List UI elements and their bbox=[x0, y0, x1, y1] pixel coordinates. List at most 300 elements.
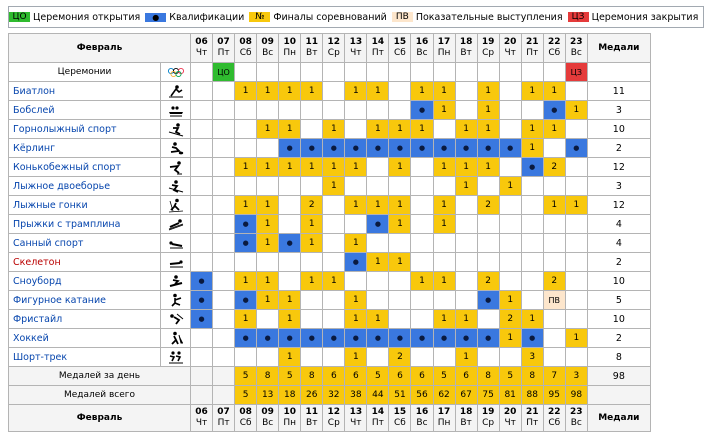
total-cell: 7 bbox=[543, 367, 565, 386]
schedule-cell bbox=[191, 215, 213, 234]
schedule-cell bbox=[411, 196, 433, 215]
schedule-cell bbox=[543, 139, 565, 158]
sport-link[interactable]: Фристайл bbox=[9, 310, 161, 329]
day-weekday: Чт bbox=[504, 48, 516, 58]
schedule-cell bbox=[499, 82, 521, 101]
footer-row bbox=[9, 405, 651, 432]
sport-link[interactable]: Кёрлинг bbox=[9, 139, 161, 158]
final-cell: 1 bbox=[235, 272, 257, 291]
final-cell: 1 bbox=[345, 196, 367, 215]
final-cell: 1 bbox=[323, 272, 345, 291]
ski-jumping-icon bbox=[161, 215, 191, 234]
day-weekday: Вт bbox=[306, 418, 318, 428]
sport-row bbox=[9, 215, 651, 234]
final-cell: 1 bbox=[323, 158, 345, 177]
day-weekday: Сб bbox=[548, 48, 561, 58]
schedule-cell bbox=[367, 63, 389, 82]
final-cell: 1 bbox=[345, 158, 367, 177]
sport-row bbox=[9, 139, 651, 158]
total-cell: 44 bbox=[367, 386, 389, 405]
schedule-cell bbox=[521, 63, 543, 82]
total-cell: 6 bbox=[389, 367, 411, 386]
final-cell: 1 bbox=[257, 82, 279, 101]
schedule-cell bbox=[367, 272, 389, 291]
schedule-cell bbox=[235, 120, 257, 139]
sport-link[interactable]: Конькобежный спорт bbox=[9, 158, 161, 177]
final-cell: 1 bbox=[521, 139, 543, 158]
final-cell: 1 bbox=[433, 158, 455, 177]
cross-country-icon bbox=[161, 196, 191, 215]
final-cell: 1 bbox=[565, 101, 587, 120]
bobsleigh-icon bbox=[161, 101, 191, 120]
qualification-cell: ● bbox=[367, 215, 389, 234]
sport-link[interactable]: Прыжки с трамплина bbox=[9, 215, 161, 234]
day-header bbox=[235, 34, 257, 63]
schedule-cell bbox=[345, 120, 367, 139]
schedule-cell bbox=[323, 82, 345, 101]
day-header bbox=[521, 34, 543, 63]
final-cell: 1 bbox=[235, 196, 257, 215]
qualification-cell: ● bbox=[235, 329, 257, 348]
schedule-cell bbox=[367, 291, 389, 310]
totals-label: Медалей за день bbox=[9, 367, 191, 386]
day-weekday: Чт bbox=[350, 48, 362, 58]
schedule-cell bbox=[345, 215, 367, 234]
total-cell: 26 bbox=[301, 386, 323, 405]
schedule-cell bbox=[455, 215, 477, 234]
day-weekday: Ср bbox=[327, 418, 340, 428]
day-number: 06 bbox=[195, 407, 208, 417]
schedule-cell bbox=[345, 101, 367, 120]
medal-count bbox=[587, 63, 650, 82]
schedule-cell bbox=[213, 291, 235, 310]
day-header bbox=[521, 405, 543, 432]
qualification-cell: ● bbox=[323, 329, 345, 348]
final-cell: 2 bbox=[301, 196, 323, 215]
schedule-cell bbox=[455, 291, 477, 310]
day-header bbox=[301, 34, 323, 63]
qualification-cell: ● bbox=[279, 329, 301, 348]
medal-count: 8 bbox=[587, 348, 650, 367]
qualification-cell: ● bbox=[367, 329, 389, 348]
schedule-cell bbox=[323, 348, 345, 367]
qualification-cell: ● bbox=[477, 329, 499, 348]
schedule-cell bbox=[279, 196, 301, 215]
qualification-cell: ● bbox=[411, 329, 433, 348]
schedule-cell bbox=[257, 348, 279, 367]
qualification-cell: ● bbox=[389, 139, 411, 158]
schedule-cell bbox=[191, 158, 213, 177]
schedule-cell bbox=[257, 63, 279, 82]
schedule-cell bbox=[191, 82, 213, 101]
schedule-cell bbox=[389, 101, 411, 120]
sport-link[interactable]: Хоккей bbox=[9, 329, 161, 348]
schedule-cell bbox=[411, 63, 433, 82]
day-header bbox=[213, 405, 235, 432]
schedule-cell bbox=[213, 272, 235, 291]
schedule-cell bbox=[543, 177, 565, 196]
sport-link[interactable]: Лыжные гонки bbox=[9, 196, 161, 215]
schedule-cell bbox=[389, 310, 411, 329]
day-header bbox=[191, 34, 213, 63]
final-cell: 1 bbox=[301, 82, 323, 101]
schedule-cell bbox=[389, 177, 411, 196]
schedule-cell bbox=[499, 158, 521, 177]
day-weekday: Пт bbox=[526, 418, 539, 428]
final-cell: 1 bbox=[367, 82, 389, 101]
schedule-cell bbox=[257, 177, 279, 196]
schedule-cell bbox=[213, 196, 235, 215]
schedule-cell bbox=[191, 253, 213, 272]
day-weekday: Ср bbox=[482, 48, 495, 58]
final-cell: 3 bbox=[521, 348, 543, 367]
freestyle-icon bbox=[161, 310, 191, 329]
final-cell: 1 bbox=[345, 234, 367, 253]
schedule-cell bbox=[323, 291, 345, 310]
total-cell: 6 bbox=[455, 367, 477, 386]
final-cell: 1 bbox=[279, 120, 301, 139]
schedule-cell bbox=[191, 63, 213, 82]
schedule-cell bbox=[411, 291, 433, 310]
schedule-cell bbox=[323, 234, 345, 253]
final-cell: 1 bbox=[389, 215, 411, 234]
ceremonies-label: Церемонии bbox=[9, 63, 161, 82]
medals-per-day-row bbox=[9, 367, 651, 386]
schedule-cell bbox=[301, 101, 323, 120]
schedule-cell bbox=[279, 101, 301, 120]
total-cell bbox=[213, 367, 235, 386]
day-number: 23 bbox=[570, 407, 583, 417]
schedule-cell bbox=[477, 215, 499, 234]
total-cell: 75 bbox=[477, 386, 499, 405]
final-cell: 1 bbox=[367, 196, 389, 215]
legend-swatch: ● bbox=[145, 13, 166, 22]
day-header bbox=[213, 34, 235, 63]
schedule-cell bbox=[367, 101, 389, 120]
schedule-cell bbox=[565, 120, 587, 139]
final-cell: 1 bbox=[543, 82, 565, 101]
sport-link[interactable]: Санный спорт bbox=[9, 234, 161, 253]
schedule-cell bbox=[411, 215, 433, 234]
speed-skating-icon bbox=[161, 158, 191, 177]
schedule-cell bbox=[323, 253, 345, 272]
qualification-cell: ● bbox=[279, 139, 301, 158]
medal-count: 10 bbox=[587, 310, 650, 329]
day-number: 16 bbox=[415, 37, 429, 47]
legend-item bbox=[9, 7, 145, 27]
schedule-cell bbox=[565, 177, 587, 196]
luge-icon bbox=[161, 234, 191, 253]
schedule-cell bbox=[521, 177, 543, 196]
exhibition-cell: ПВ bbox=[543, 291, 565, 310]
day-weekday: Сб bbox=[394, 418, 406, 428]
final-cell: 1 bbox=[367, 310, 389, 329]
schedule-cell bbox=[301, 253, 323, 272]
qualification-cell: ● bbox=[455, 329, 477, 348]
day-weekday: Чт bbox=[504, 418, 516, 428]
sport-link[interactable]: Фигурное катание bbox=[9, 291, 161, 310]
schedule-cell bbox=[455, 63, 477, 82]
day-number: 17 bbox=[437, 37, 451, 47]
schedule-cell bbox=[565, 272, 587, 291]
skeleton-icon bbox=[161, 253, 191, 272]
day-header bbox=[389, 405, 411, 432]
final-cell: 1 bbox=[389, 158, 411, 177]
day-number: 12 bbox=[327, 407, 341, 417]
day-header bbox=[499, 405, 521, 432]
final-cell: 1 bbox=[543, 196, 565, 215]
sport-row bbox=[9, 291, 651, 310]
final-cell: 1 bbox=[433, 215, 455, 234]
day-weekday: Вс bbox=[262, 48, 274, 58]
qualification-cell: ● bbox=[433, 329, 455, 348]
sport-row bbox=[9, 120, 651, 139]
sport-link[interactable]: Сноуборд bbox=[9, 272, 161, 291]
schedule-cell bbox=[411, 158, 433, 177]
day-weekday: Пн bbox=[283, 48, 297, 58]
schedule-cell bbox=[389, 234, 411, 253]
sport-link[interactable]: Скелетон bbox=[9, 253, 161, 272]
sport-link[interactable]: Лыжное двоеборье bbox=[9, 177, 161, 196]
schedule-cell bbox=[455, 82, 477, 101]
total-cell: 8 bbox=[477, 367, 499, 386]
day-number: 19 bbox=[481, 37, 495, 47]
final-cell: 2 bbox=[543, 272, 565, 291]
totals-label: Медалей всего bbox=[9, 386, 191, 405]
day-number: 15 bbox=[393, 37, 407, 47]
schedule-cell bbox=[477, 253, 499, 272]
schedule-cell bbox=[433, 63, 455, 82]
day-number: 21 bbox=[525, 407, 539, 417]
final-cell: 1 bbox=[235, 310, 257, 329]
sport-link[interactable]: Бобслей bbox=[9, 101, 161, 120]
final-cell: 1 bbox=[367, 120, 389, 139]
schedule-cell bbox=[213, 310, 235, 329]
total-cell: 67 bbox=[455, 386, 477, 405]
schedule-cell bbox=[389, 63, 411, 82]
schedule-cell bbox=[235, 348, 257, 367]
final-cell: 1 bbox=[389, 120, 411, 139]
day-weekday: Ср bbox=[327, 48, 340, 58]
final-cell: 1 bbox=[279, 158, 301, 177]
schedule-cell bbox=[323, 215, 345, 234]
schedule-cell bbox=[565, 82, 587, 101]
final-cell: 2 bbox=[477, 196, 499, 215]
day-weekday: Пт bbox=[526, 48, 539, 58]
final-cell: 1 bbox=[455, 120, 477, 139]
final-cell: 1 bbox=[257, 120, 279, 139]
schedule-cell bbox=[411, 253, 433, 272]
schedule-cell bbox=[191, 196, 213, 215]
legend-label: Церемония открытия bbox=[33, 11, 141, 23]
opening-ceremony-cell: ЦО bbox=[213, 63, 235, 82]
final-cell: 1 bbox=[279, 310, 301, 329]
day-header bbox=[301, 405, 323, 432]
sport-link[interactable]: Горнолыжный спорт bbox=[9, 120, 161, 139]
final-cell: 1 bbox=[455, 348, 477, 367]
header-medals: Медали bbox=[587, 34, 650, 63]
schedule-cell bbox=[565, 234, 587, 253]
final-cell: 1 bbox=[455, 158, 477, 177]
final-cell: 2 bbox=[499, 310, 521, 329]
total-cell: 5 bbox=[279, 367, 301, 386]
schedule-cell bbox=[389, 291, 411, 310]
sport-row bbox=[9, 253, 651, 272]
schedule-cell bbox=[235, 177, 257, 196]
schedule-cell bbox=[213, 215, 235, 234]
schedule-cell bbox=[191, 120, 213, 139]
legend-label: Показательные выступления bbox=[415, 11, 563, 23]
schedule-cell bbox=[477, 348, 499, 367]
schedule-cell bbox=[543, 253, 565, 272]
final-cell: 1 bbox=[257, 158, 279, 177]
schedule-cell bbox=[301, 177, 323, 196]
schedule-cell bbox=[543, 310, 565, 329]
schedule-cell bbox=[499, 348, 521, 367]
day-number: 22 bbox=[548, 37, 561, 47]
schedule-cell bbox=[279, 253, 301, 272]
schedule-cell bbox=[213, 177, 235, 196]
schedule-cell bbox=[499, 120, 521, 139]
schedule-cell bbox=[301, 63, 323, 82]
qualification-cell: ● bbox=[191, 310, 213, 329]
qualification-cell: ● bbox=[411, 139, 433, 158]
schedule-cell bbox=[521, 234, 543, 253]
final-cell: 2 bbox=[477, 272, 499, 291]
legend-label: Квалификации bbox=[169, 11, 245, 23]
final-cell: 1 bbox=[477, 101, 499, 120]
total-cell: 5 bbox=[235, 367, 257, 386]
total-cell: 81 bbox=[499, 386, 521, 405]
day-number: 19 bbox=[481, 407, 495, 417]
final-cell: 1 bbox=[301, 234, 323, 253]
sport-row bbox=[9, 196, 651, 215]
sport-row bbox=[9, 177, 651, 196]
final-cell: 1 bbox=[323, 120, 345, 139]
day-weekday: Сб bbox=[394, 48, 406, 58]
day-header bbox=[191, 405, 213, 432]
final-cell: 1 bbox=[543, 120, 565, 139]
day-weekday: Чт bbox=[350, 418, 362, 428]
day-weekday: Пн bbox=[437, 48, 451, 58]
total-cell: 38 bbox=[345, 386, 367, 405]
schedule-cell bbox=[345, 63, 367, 82]
legend-swatch: № bbox=[249, 12, 270, 22]
schedule-cell bbox=[543, 234, 565, 253]
schedule-cell bbox=[433, 177, 455, 196]
day-number: 13 bbox=[349, 407, 363, 417]
schedule-cell bbox=[565, 348, 587, 367]
day-number: 20 bbox=[503, 407, 517, 417]
day-header bbox=[477, 405, 499, 432]
final-cell: 1 bbox=[279, 348, 301, 367]
sport-link[interactable]: Биатлон bbox=[9, 82, 161, 101]
day-number: 07 bbox=[217, 37, 230, 47]
total-cell: 13 bbox=[257, 386, 279, 405]
final-cell: 1 bbox=[301, 272, 323, 291]
final-cell: 1 bbox=[257, 196, 279, 215]
schedule-cell bbox=[345, 177, 367, 196]
total-cell: 5 bbox=[433, 367, 455, 386]
final-cell: 1 bbox=[477, 120, 499, 139]
day-number: 11 bbox=[305, 37, 319, 47]
final-cell: 1 bbox=[433, 272, 455, 291]
total-cell: 8 bbox=[301, 367, 323, 386]
day-weekday: Пн bbox=[283, 418, 297, 428]
schedule-cell bbox=[367, 234, 389, 253]
total-cell: 51 bbox=[389, 386, 411, 405]
medal-count: 3 bbox=[587, 177, 650, 196]
total-cell: 98 bbox=[565, 386, 587, 405]
total-cell: 5 bbox=[235, 386, 257, 405]
sport-link[interactable]: Шорт-трек bbox=[9, 348, 161, 367]
day-weekday: Вс bbox=[416, 418, 428, 428]
total-cell: 5 bbox=[367, 367, 389, 386]
final-cell: 1 bbox=[433, 82, 455, 101]
legend-swatch: ЦЗ bbox=[568, 12, 589, 22]
legend-swatch: ПВ bbox=[392, 12, 413, 22]
qualification-cell: ● bbox=[521, 158, 543, 177]
short-track-icon bbox=[161, 348, 191, 367]
final-cell: 1 bbox=[521, 120, 543, 139]
schedule-cell bbox=[499, 63, 521, 82]
day-header bbox=[367, 405, 389, 432]
final-cell: 1 bbox=[411, 120, 433, 139]
olympic-rings-icon bbox=[161, 63, 191, 82]
schedule-cell bbox=[191, 234, 213, 253]
total-cell: 6 bbox=[345, 367, 367, 386]
totals-sum: 98 bbox=[587, 367, 650, 386]
medals-cumulative-row bbox=[9, 386, 651, 405]
day-number: 23 bbox=[570, 37, 583, 47]
day-number: 13 bbox=[349, 37, 363, 47]
sport-row bbox=[9, 310, 651, 329]
schedule-cell bbox=[323, 63, 345, 82]
final-cell: 1 bbox=[433, 196, 455, 215]
curling-icon bbox=[161, 139, 191, 158]
closing-ceremony-cell: ЦЗ bbox=[565, 63, 587, 82]
total-cell: 3 bbox=[565, 367, 587, 386]
medal-count: 2 bbox=[587, 253, 650, 272]
qualification-cell: ● bbox=[235, 234, 257, 253]
schedule-cell bbox=[213, 158, 235, 177]
schedule-cell bbox=[477, 177, 499, 196]
total-cell: 6 bbox=[411, 367, 433, 386]
day-header bbox=[323, 34, 345, 63]
final-cell: 1 bbox=[521, 310, 543, 329]
schedule-cell bbox=[257, 310, 279, 329]
final-cell: 1 bbox=[345, 291, 367, 310]
final-cell: 1 bbox=[367, 253, 389, 272]
day-number: 15 bbox=[393, 407, 407, 417]
schedule-cell bbox=[499, 215, 521, 234]
total-cell: 5 bbox=[499, 367, 521, 386]
day-weekday: Вс bbox=[262, 418, 274, 428]
final-cell: 1 bbox=[477, 82, 499, 101]
footer-medals: Медали bbox=[587, 405, 650, 432]
day-header bbox=[455, 34, 477, 63]
qualification-cell: ● bbox=[301, 329, 323, 348]
schedule-table bbox=[8, 33, 651, 432]
snowboard-icon bbox=[161, 272, 191, 291]
schedule-cell bbox=[301, 291, 323, 310]
final-cell: 2 bbox=[389, 348, 411, 367]
final-cell: 1 bbox=[455, 310, 477, 329]
schedule-cell bbox=[235, 139, 257, 158]
schedule-cell bbox=[191, 348, 213, 367]
day-header bbox=[411, 34, 433, 63]
medal-count: 3 bbox=[587, 101, 650, 120]
